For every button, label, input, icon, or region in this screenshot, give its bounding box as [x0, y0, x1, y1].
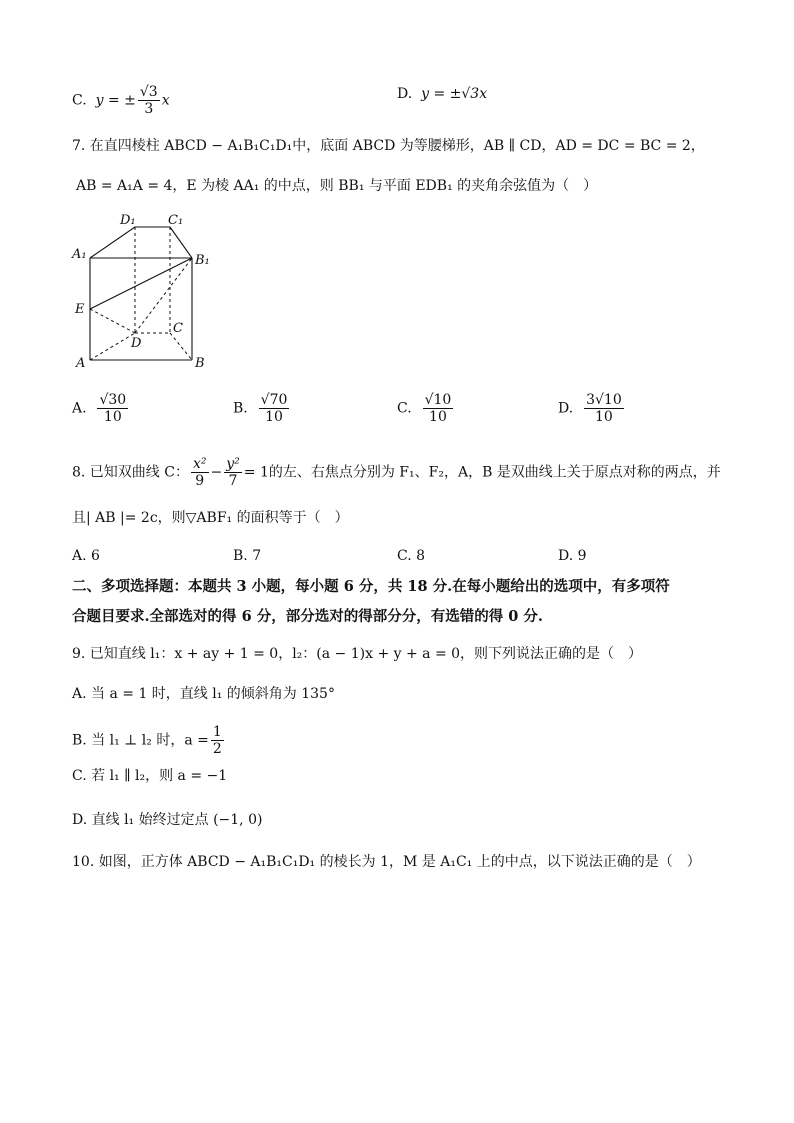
fraction-denominator: 9 [195, 473, 205, 489]
q7-option-c [397, 392, 455, 425]
minus-sign: − [210, 464, 223, 481]
q7-stem-line2: AB = A₁A = 4，E 为棱 AA₁ 的中点，则 BB₁ 与平面 EDB₁ 的夹角余弦值为（ ） [76, 178, 598, 194]
q8-option-a: A. 6 [72, 548, 100, 564]
fraction-numerator: √10 [424, 392, 452, 408]
option-expr-prefix: y = ± [95, 92, 136, 109]
fraction-numerator: y² [226, 456, 240, 472]
vertex-label-a1: A₁ [72, 247, 87, 262]
vertex-label-e: E [75, 302, 85, 317]
option-fraction [423, 392, 454, 425]
q9-option-a: A. 当 a = 1 时，直线 l₁ 的倾斜角为 135° [72, 686, 335, 702]
q6-option-c [72, 84, 170, 117]
option-expr: y = ±√3x [421, 86, 488, 102]
q9-option-c: C. 若 l₁ ∥ l₂，则 a = −1 [72, 768, 228, 784]
option-label: D. [558, 400, 574, 417]
fraction-numerator: √70 [260, 392, 288, 408]
fraction-denominator: 10 [595, 409, 613, 425]
fraction-numerator: x² [192, 456, 207, 472]
q9-option-b [72, 724, 226, 757]
fraction-numerator: 1 [212, 724, 222, 740]
hyperbola-fraction-y [224, 456, 242, 489]
q10-stem: 10. 如图，正方体 ABCD − A₁B₁C₁D₁ 的棱长为 1，M 是 A₁C₁ 上的中点，以下说法正确的是（ ） [72, 854, 701, 870]
fraction-numerator: √3 [139, 84, 158, 100]
option-label: A. [72, 400, 87, 417]
q8-prefix: 8. 已知双曲线 C： [72, 464, 189, 481]
option-label: C. [72, 92, 87, 109]
q8-stem-line2: 且| AB |= 2c，则▽ABF₁ 的面积等于（ ） [72, 510, 349, 526]
option-fraction [259, 392, 290, 425]
q9-option-d: D. 直线 l₁ 始终过定点 (−1, 0) [72, 812, 263, 828]
option-label: C. [397, 400, 412, 417]
q8-option-c: C. 8 [397, 548, 426, 564]
vertex-label-d1: D₁ [120, 213, 136, 228]
q8-stem-line1 [72, 456, 721, 489]
fraction-denominator: 7 [228, 473, 238, 489]
fraction-numerator: 3√10 [586, 392, 622, 408]
fraction-numerator: √30 [99, 392, 127, 408]
fraction-denominator: 10 [265, 409, 283, 425]
option-fraction [584, 392, 624, 425]
q8-option-b: B. 7 [233, 548, 262, 564]
option-label: B. [233, 400, 248, 417]
q8-suffix: = 1的左、右焦点分别为 F₁、F₂，A，B 是双曲线上关于原点对称的两点，并 [243, 464, 721, 481]
option-fraction [97, 392, 128, 425]
vertex-label-a: A [76, 356, 86, 371]
option-fraction [138, 84, 160, 117]
vertex-label-b: B [195, 356, 205, 371]
q8-option-d: D. 9 [558, 548, 587, 564]
fraction-denominator: 10 [103, 409, 122, 425]
q9-stem: 9. 已知直线 l₁：x + ay + 1 = 0，l₂：(a − 1)x + y + a = 0，则下列说法正确的是（ ） [72, 646, 643, 662]
vertex-label-d: D [131, 336, 142, 351]
fraction-denominator: 10 [429, 409, 447, 425]
prism-diagram [70, 205, 230, 380]
vertex-label-c1: C₁ [168, 213, 184, 228]
q7-option-d [558, 392, 626, 425]
q7-stem-line1: 7. 在直四棱柱 ABCD − A₁B₁C₁D₁中，底面 ABCD 为等腰梯形，AB ∥ CD，AD = DC = BC = 2， [72, 138, 705, 154]
q6-option-d [397, 84, 487, 104]
fraction-denominator: 2 [212, 741, 222, 757]
q7-option-b [233, 392, 291, 425]
option-expr-suffix: x [161, 92, 170, 109]
fraction-denominator: 3 [144, 101, 154, 117]
option-b-prefix: B. 当 l₁ ⊥ l₂ 时，a = [72, 732, 209, 749]
vertex-label-b1: B₁ [195, 253, 210, 268]
vertex-label-c: C [173, 321, 183, 336]
section2-heading-line1: 二、多项选择题：本题共 3 小题，每小题 6 分，共 18 分.在每小题给出的选项中，有多项符 [72, 578, 670, 595]
section2-heading-line2: 合题目要求.全部选对的得 6 分，部分选对的得部分分，有选错的得 0 分. [72, 608, 543, 625]
q7-prism-figure [70, 205, 230, 384]
hyperbola-fraction-x [191, 456, 209, 489]
q7-option-a [72, 392, 130, 425]
option-fraction [211, 724, 224, 757]
option-label: D. [397, 86, 413, 102]
